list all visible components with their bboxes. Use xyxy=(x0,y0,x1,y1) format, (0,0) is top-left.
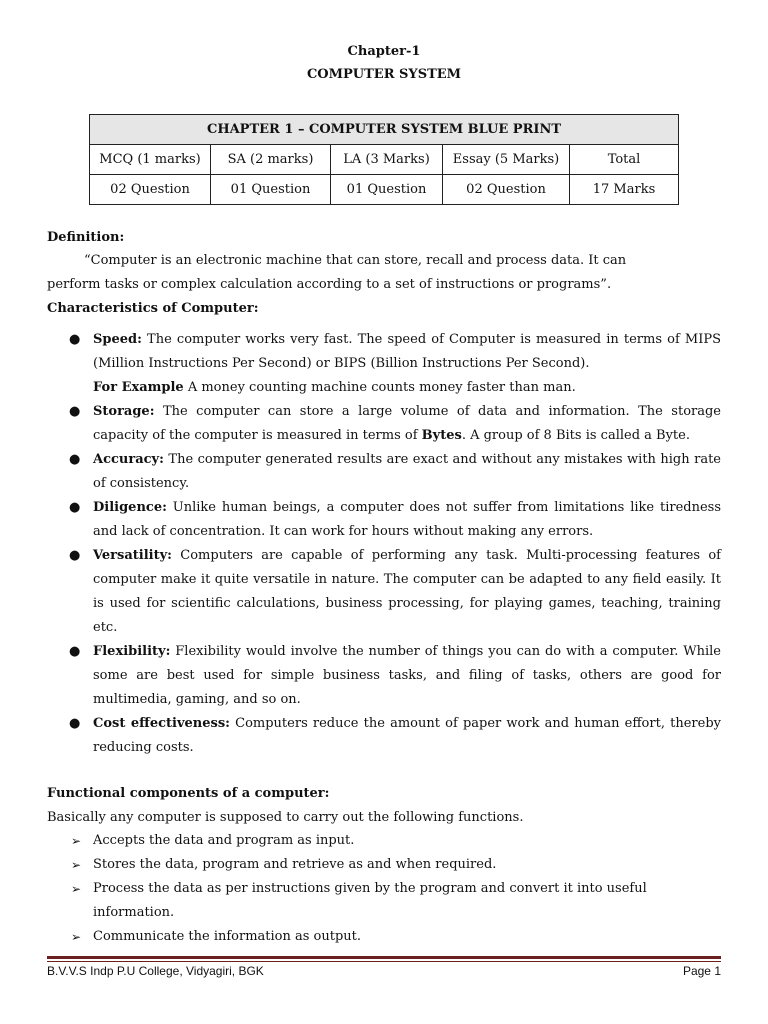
item-text: . A group of 8 Bits is called a Byte. xyxy=(461,428,690,443)
table-header-cell: Total xyxy=(570,145,679,175)
blueprint-table xyxy=(89,114,679,205)
bullet-icon: ● xyxy=(69,644,81,659)
item-text: The computer generated results are exact and without any mistakes with high rate of consistency. xyxy=(93,452,721,491)
arrow-bullet-icon: ➢ xyxy=(71,834,82,848)
list-item xyxy=(47,925,721,949)
list-item xyxy=(47,448,721,496)
item-text: Communicate the information as output. xyxy=(93,929,362,944)
item-text: The computer works very fast. The speed of Computer is measured in terms of MIPS (Million Instructions Per Second) or BIPS (Billion Instructions Per Second). xyxy=(93,332,721,371)
item-bold-word: Bytes xyxy=(421,428,462,443)
bullet-icon: ● xyxy=(69,500,81,515)
example-label: For Example xyxy=(93,380,184,395)
bullet-icon: ● xyxy=(69,404,81,419)
example-text: A money counting machine counts money faster than man. xyxy=(183,380,576,395)
footer-divider-thin xyxy=(47,961,721,962)
list-item xyxy=(47,853,721,877)
item-term: Diligence: xyxy=(93,500,167,515)
item-text: Stores the data, program and retrieve as and when required. xyxy=(93,857,497,872)
definition-line: “Computer is an electronic machine that can store, recall and process data. It can xyxy=(84,253,627,268)
item-term: Flexibility: xyxy=(93,644,171,659)
functions-list xyxy=(47,829,721,949)
item-term: Versatility: xyxy=(93,548,172,563)
bullet-icon: ● xyxy=(69,548,81,563)
item-term: Accuracy: xyxy=(93,452,164,467)
page-title: COMPUTER SYSTEM xyxy=(306,67,462,82)
arrow-bullet-icon: ➢ xyxy=(71,858,82,872)
footer-divider xyxy=(47,956,721,959)
page-number: Page 1 xyxy=(682,964,721,978)
table-cell: 01 Question xyxy=(331,175,443,205)
item-text: The computer can store a large volume of data and information. The storage capacity of the computer is measured in terms of xyxy=(93,404,721,443)
list-item xyxy=(47,877,721,925)
list-item xyxy=(47,829,721,853)
definition-paragraph xyxy=(47,249,721,297)
list-item xyxy=(47,400,721,448)
blueprint-heading: CHAPTER 1 – COMPUTER SYSTEM BLUE PRINT xyxy=(90,115,679,145)
chapter-label: Chapter-1 xyxy=(347,44,421,59)
item-text: Unlike human beings, a computer does not suffer from limitations like tiredness and lack of concentration. It can work for hours without making any errors. xyxy=(93,500,721,539)
item-term: Speed: xyxy=(93,332,142,347)
arrow-bullet-icon: ➢ xyxy=(71,882,82,896)
table-cell: 01 Question xyxy=(211,175,331,205)
item-text: Computers reduce the amount of paper work and human effort, thereby reducing costs. xyxy=(93,716,721,755)
characteristics-list xyxy=(47,328,721,760)
footer-college: B.V.V.S Indp P.U College, Vidyagiri, BGK xyxy=(47,964,264,978)
table-cell: 17 Marks xyxy=(570,175,679,205)
definition-heading: Definition: xyxy=(47,230,125,245)
list-item xyxy=(47,496,721,544)
arrow-bullet-icon: ➢ xyxy=(71,930,82,944)
bullet-icon: ● xyxy=(69,332,81,347)
functional-intro: Basically any computer is supposed to carry out the following functions. xyxy=(47,810,524,825)
characteristics-heading: Characteristics of Computer: xyxy=(47,301,259,316)
functional-heading: Functional components of a computer: xyxy=(47,786,330,801)
table-header-cell: SA (2 marks) xyxy=(211,145,331,175)
bullet-icon: ● xyxy=(69,716,81,731)
blueprint-header-row xyxy=(90,145,679,175)
list-item xyxy=(47,328,721,400)
table-cell: 02 Question xyxy=(90,175,211,205)
item-text: Computers are capable of performing any task. Multi-processing features of computer make it quite versatile in nature. The computer can be adapted to any field easily. It is used for scientific calculations, business processing, for playing games, teaching, training etc. xyxy=(93,548,721,635)
table-header-cell: LA (3 Marks) xyxy=(331,145,443,175)
bullet-icon: ● xyxy=(69,452,81,467)
item-text: Process the data as per instructions given by the program and convert it into useful information. xyxy=(93,881,647,920)
table-header-cell: MCQ (1 marks) xyxy=(90,145,211,175)
item-text: Flexibility would involve the number of things you can do with a computer. While some are best used for simple business tasks, and filing of tasks, others are good for multimedia, gaming, and so on. xyxy=(93,644,721,707)
list-item xyxy=(47,640,721,712)
definition-line: perform tasks or complex calculation according to a set of instructions or programs”. xyxy=(47,277,612,292)
item-text: Accepts the data and program as input. xyxy=(93,833,355,848)
list-item xyxy=(47,544,721,640)
table-cell: 02 Question xyxy=(443,175,570,205)
table-header-cell: Essay (5 Marks) xyxy=(443,145,570,175)
table-row xyxy=(90,175,679,205)
list-item xyxy=(47,712,721,760)
item-term: Storage: xyxy=(93,404,155,419)
item-term: Cost effectiveness: xyxy=(93,716,230,731)
